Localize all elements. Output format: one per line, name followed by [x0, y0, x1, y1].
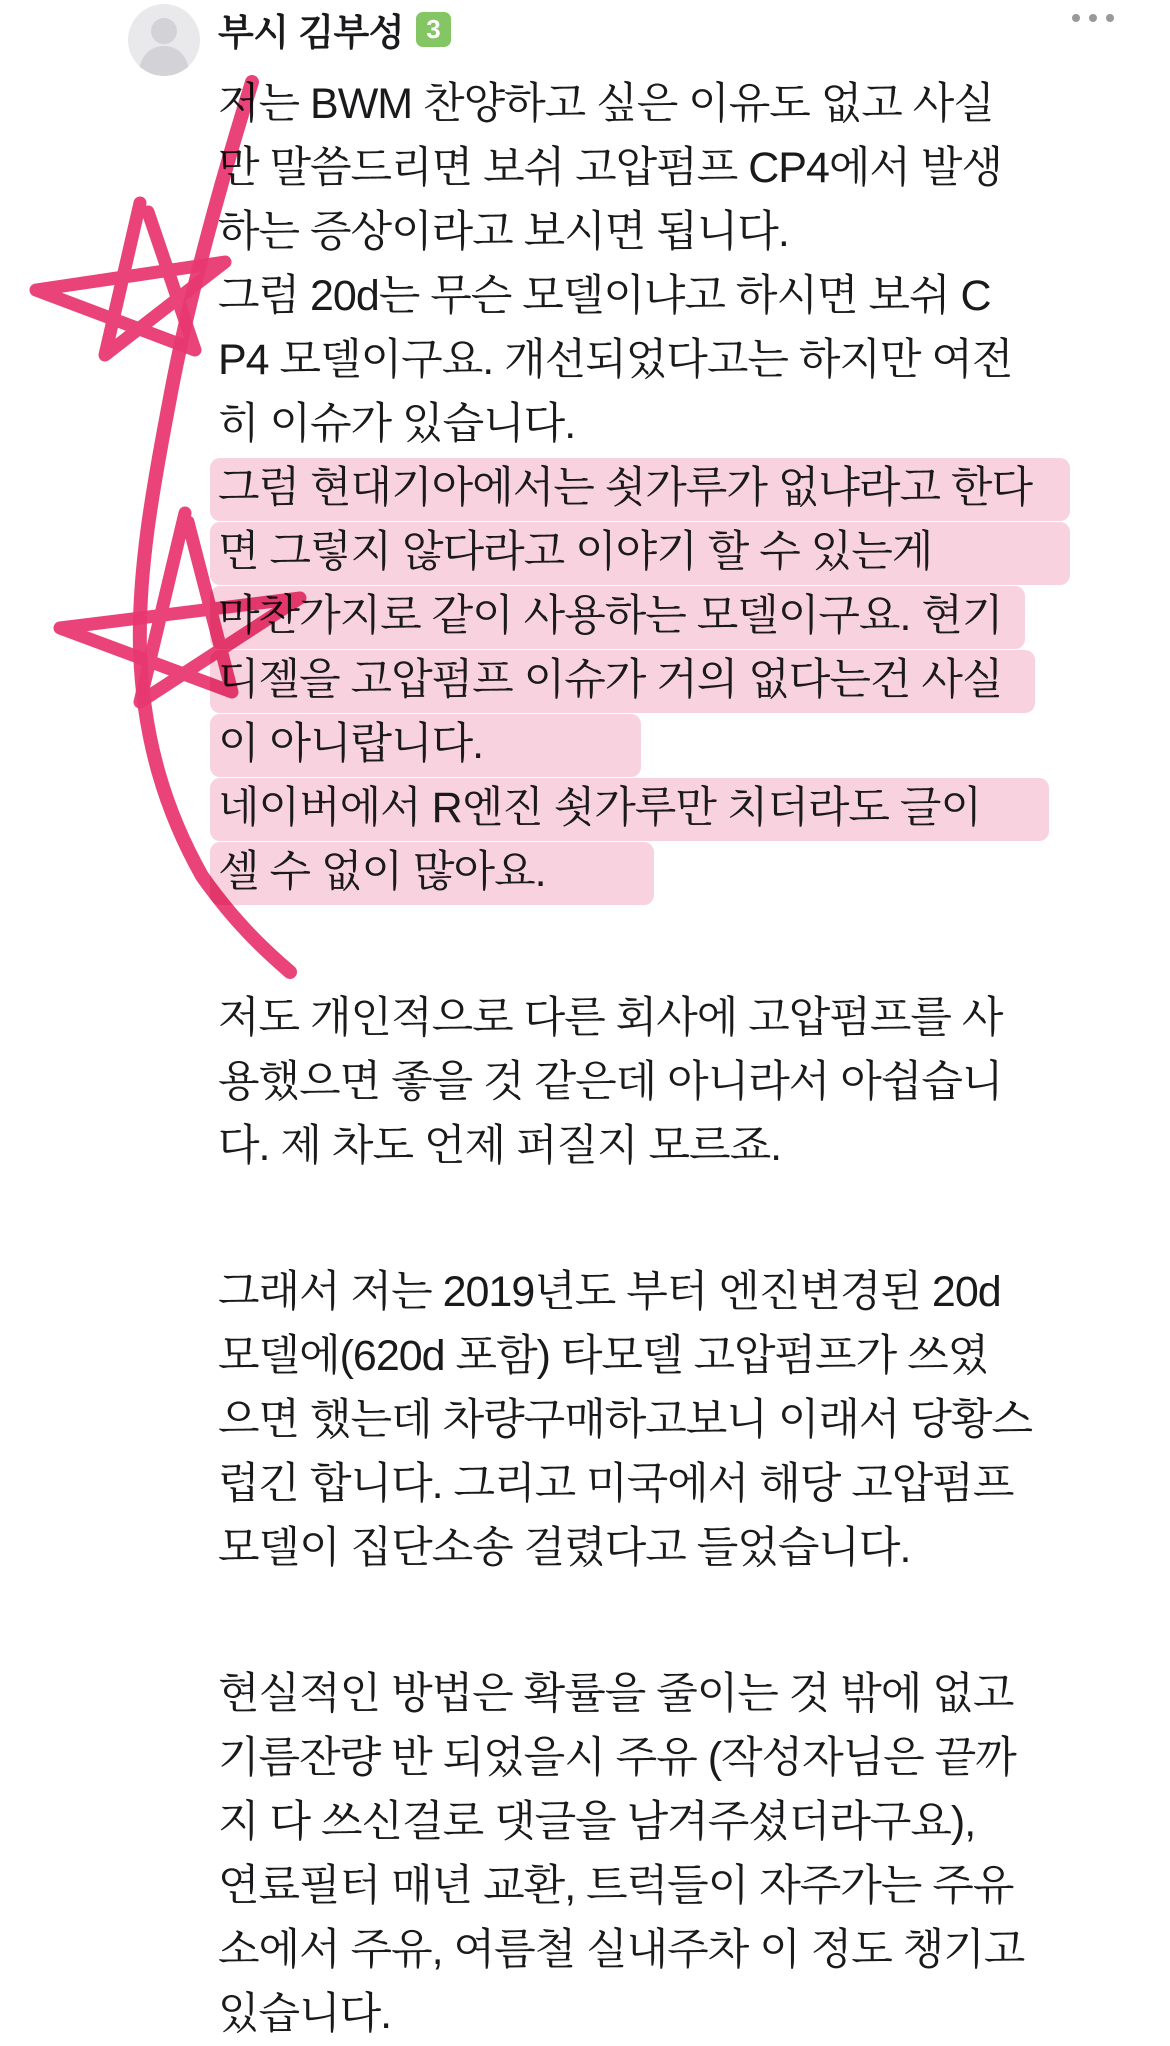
- more-options-icon: [1072, 14, 1080, 22]
- more-options-button[interactable]: [1068, 6, 1118, 30]
- author-level-badge: 3: [416, 12, 451, 47]
- text-line: 현실적인 방법은 확률을 줄이는 것 밖에 없고: [218, 1670, 1014, 1718]
- highlighted-text: 면 그렇지 않다라고 이야기 할 수 있는게: [210, 522, 1070, 585]
- author-row: [218, 8, 451, 53]
- text-line: 기름잔량 반 되었을시 주유 (작성자님은 끝까: [218, 1734, 1016, 1782]
- text-line: 만 말씀드리면 보쉬 고압펌프 CP4에서 발생: [218, 144, 1002, 192]
- text-line: [218, 456, 1170, 520]
- text-line: 저도 개인적으로 다른 회사에 고압펌프를 사: [218, 994, 1003, 1042]
- highlighted-text: 이 아니랍니다.: [210, 714, 641, 777]
- marker-star-icon: [36, 203, 225, 355]
- text-line: 용했으면 좋을 것 같은데 아니라서 아쉽습니: [218, 1058, 1003, 1106]
- text-line: [218, 648, 1170, 712]
- paragraph: [218, 1662, 1170, 2046]
- more-options-icon: [1106, 14, 1114, 22]
- highlighted-text: 네이버에서 R엔진 쇳가루만 치더라도 글이: [210, 778, 1049, 841]
- text-line: 다. 제 차도 언제 퍼질지 모르죠.: [218, 1122, 782, 1170]
- paragraph: [218, 1260, 1170, 1580]
- text-line: 하는 증상이라고 보시면 됩니다.: [218, 208, 789, 256]
- text-line: 소에서 주유, 여름철 실내주차 이 정도 챙기고: [218, 1926, 1025, 1974]
- text-line: 모델이 집단소송 걸렸다고 들었습니다.: [218, 1524, 911, 1572]
- text-line: [218, 840, 1170, 904]
- text-line: 히 이슈가 있습니다.: [218, 400, 576, 448]
- text-line: [218, 520, 1170, 584]
- author-name[interactable]: 부시 김부성: [218, 12, 404, 53]
- highlighted-text: 마찬가지로 같이 사용하는 모델이구요. 현기: [210, 586, 1025, 649]
- text-line: 저는 BWM 찬양하고 싶은 이유도 없고 사실: [218, 80, 994, 128]
- text-line: [218, 776, 1170, 840]
- more-options-icon: [1089, 14, 1097, 22]
- text-line: 지 다 쓰신걸로 댓글을 남겨주셨더라구요),: [218, 1798, 976, 1846]
- paragraph: [218, 986, 1170, 1178]
- person-placeholder-icon: [128, 4, 200, 76]
- highlighted-text: 그럼 현대기아에서는 쇳가루가 없냐라고 한다: [210, 458, 1070, 521]
- highlighted-text: 셀 수 없이 많아요.: [210, 842, 654, 905]
- text-line: [218, 584, 1170, 648]
- text-line: 으면 했는데 차량구매하고보니 이래서 당황스: [218, 1396, 1033, 1444]
- paragraph: [218, 72, 1170, 904]
- text-line: 있습니다.: [218, 1990, 392, 2038]
- text-line: [218, 712, 1170, 776]
- avatar[interactable]: [128, 4, 200, 76]
- text-line: 그럼 20d는 무슨 모델이냐고 하시면 보쉬 C: [218, 272, 991, 320]
- highlighted-text: 디젤을 고압펌프 이슈가 거의 없다는건 사실: [210, 650, 1035, 713]
- text-line: 연료필터 매년 교환, 트럭들이 자주가는 주유: [218, 1862, 1014, 1910]
- text-line: 럽긴 합니다. 그리고 미국에서 해당 고압펌프: [218, 1460, 1014, 1508]
- text-line: 그래서 저는 2019년도 부터 엔진변경된 20d: [218, 1268, 1001, 1316]
- text-line: 모델에(620d 포함) 타모델 고압펌프가 쓰였: [218, 1332, 989, 1380]
- text-line: P4 모델이구요. 개선되었다고는 하지만 여전: [218, 336, 1013, 384]
- comment-body: [218, 72, 1170, 2046]
